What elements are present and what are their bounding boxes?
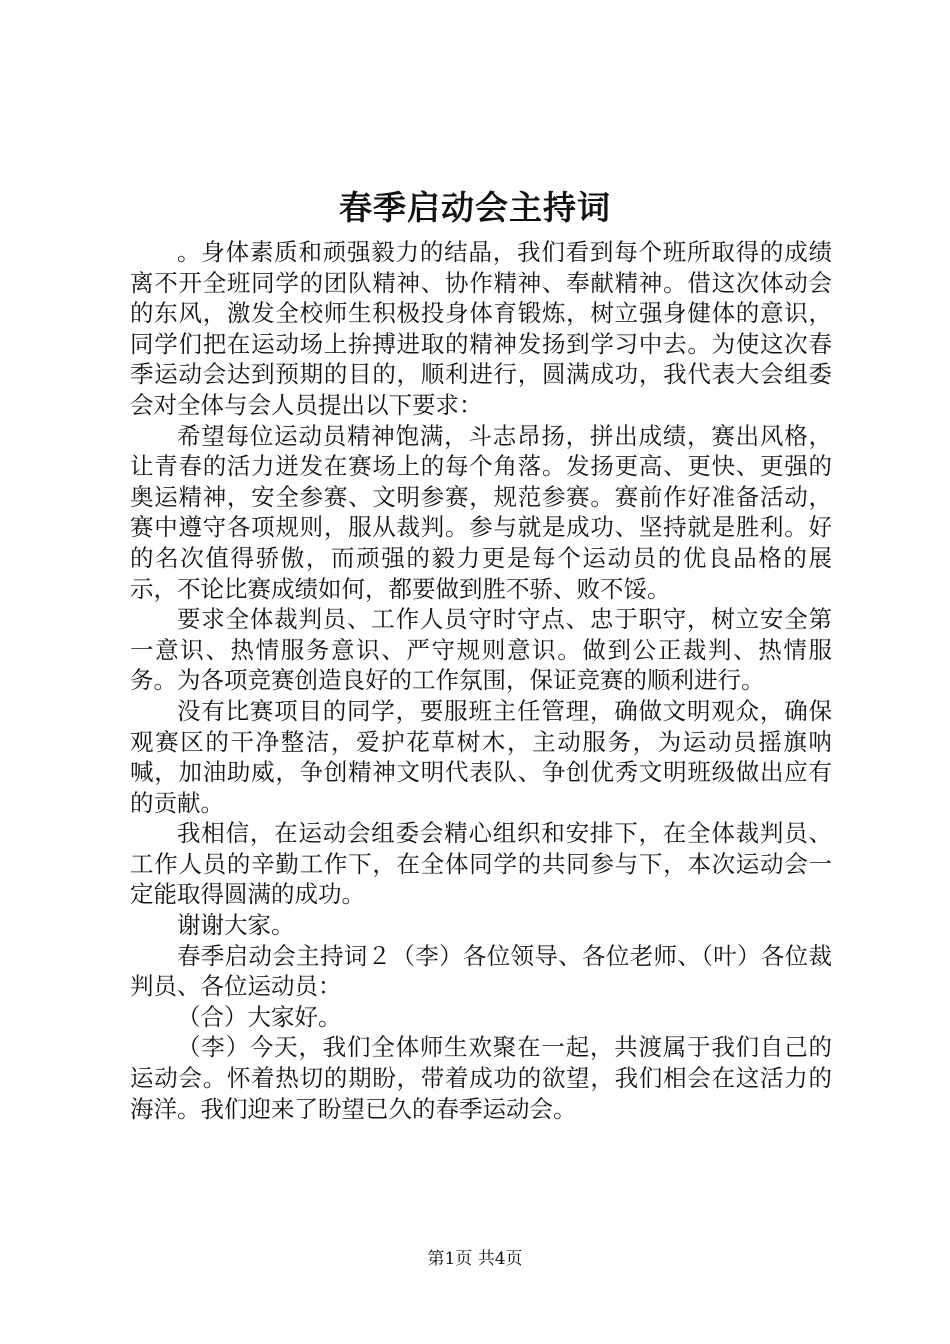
paragraph: 我相信，在运动会组委会精心组织和安排下，在全体裁判员、工作人员的辛勤工作下，在全体同学的共同参与下，本次运动会一定能取得圆满的成功。 [130,819,832,909]
paragraph: （李）今天，我们全体师生欢聚在一起，共渡属于我们自己的运动会。怀着热切的期盼，带着成功的欲望，我们相会在这活力的海洋。我们迎来了盼望已久的春季运动会。 [130,1033,832,1123]
paragraph: 谢谢大家。 [177,911,295,940]
paragraph: 春季启动会主持词２（李）各位领导、各位老师、（叶）各位裁判员、各位运动员： [130,941,832,1001]
paragraph: 希望每位运动员精神饱满，斗志昂扬，拼出成绩，赛出风格，让青春的活力迸发在赛场上的每个角落。发扬更高、更快、更强的奥运精神，安全参赛、文明参赛，规范参赛。赛前作好准备活动，赛中遵守各项规则，服从裁判。参与就是成功、坚持就是胜利。好的名次值得骄傲，而顽强的毅力更是每个运动员的优良品格的展示，不论比赛成绩如何，都要做到胜不骄、败不馁。 [130,421,832,603]
page-footer: 第1页 共4页 [427,1249,523,1269]
paragraph: 要求全体裁判员、工作人员守时守点、忠于职守，树立安全第一意识、热情服务意识、严守规则意识。做到公正裁判、热情服务。为各项竞赛创造良好的工作氛围，保证竞赛的顺利进行。 [130,605,832,695]
paragraph: 没有比赛项目的同学，要服班主任管理，确做文明观众，确保观赛区的干净整洁，爱护花草树木，主动服务，为运动员摇旗呐喊，加油助威，争创精神文明代表队、争创优秀文明班级做出应有的贡献。 [130,696,832,817]
page-title: 春季启动会主持词 [339,188,611,227]
paragraph: （合）大家好。 [177,1002,342,1031]
paragraph: 。身体素质和顽强毅力的结晶，我们看到每个班所取得的成绩离不开全班同学的团队精神、协作精神、奉献精神。借这次体动会的东风，激发全校师生积极投身体育锻炼，树立强身健体的意识，同学们把在运动场上拚搏进取的精神发扬到学习中去。为使这次春季运动会达到预期的目的，顺利进行，圆满成功，我代表大会组委会对全体与会人员提出以下要求： [130,238,832,419]
document-body [130,237,832,1124]
